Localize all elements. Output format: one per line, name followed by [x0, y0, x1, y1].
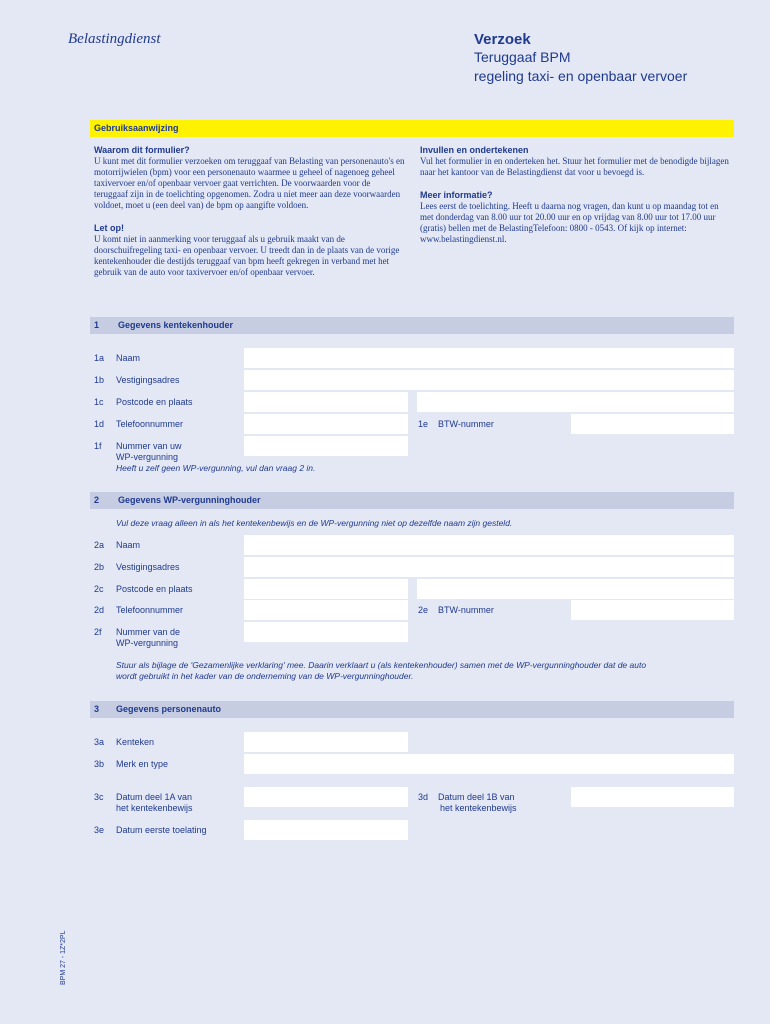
postcode-field[interactable] [244, 392, 408, 412]
name-field[interactable] [244, 348, 734, 368]
instruction-heading: Meer informatie? [420, 190, 493, 200]
instruction-text: Lees eerst de toelichting. Heeft u daarna nog vragen, dan kunt u op maandag tot en met donderdag van 8.00 uur tot 20.00 uur en op vrijdag van 8.00 uur tot 17.00 uur (gratis) bellen met de BelastingTelefoon: 0800 - 0543. Of kijk op internet: www.belastingdienst.nl. [420, 201, 719, 244]
field-code: 2f [94, 627, 102, 637]
instruction-text: Vul het formulier in en onderteken het. Stuur het formulier met de benodigde bijlagen naar het kantoor van de Belastingdienst dat voor u bevoegd is. [420, 156, 729, 177]
field-label: Nummer van uw [116, 441, 182, 451]
section-3-bar [90, 701, 734, 718]
field-label: Nummer van de [116, 627, 181, 637]
field-code: 1d [94, 419, 105, 429]
field-code: 1e [418, 419, 429, 429]
section-number: 3 [94, 704, 100, 714]
date-part-1a-field[interactable] [244, 787, 408, 807]
field-code: 1b [94, 375, 105, 385]
vat-number-field[interactable] [571, 600, 734, 620]
instruction-heading: Let op! [94, 223, 124, 233]
wp-license-field[interactable] [244, 622, 408, 642]
field-label: Telefoonnummer [116, 419, 184, 429]
instruction-text: U kunt met dit formulier verzoeken om teruggaaf van Belasting van personenauto's en motorrijwielen (bpm) voor een personenauto waarmee u geheel of nagenoeg geheel taxivervoer en/of openbaar vervoer gaat verrichten. De voorwaarden voor de teruggaaf zijn in de toelichting opgenomen. Zodra u niet meer aan deze voorwaarden voldoet, moet u (een deel van) de bpm op aangifte voldoen. [94, 156, 405, 210]
section-title: Gegevens WP-vergunninghouder [118, 495, 261, 505]
field-code: 1f [94, 441, 102, 451]
postcode-field[interactable] [244, 579, 408, 599]
form-subtitle-line2: regeling taxi- en openbaar vervoer [474, 68, 688, 84]
section-title: Gegevens kentekenhouder [118, 320, 234, 330]
section-note: Stuur als bijlage de 'Gezamenlijke verklaring' mee. Daarin verklaart u (als kentekenhouder) samen met de WP-vergunninghouder dat de auto [116, 660, 647, 670]
field-label: Naam [116, 353, 141, 363]
name-field[interactable] [244, 535, 734, 555]
first-admission-date-field[interactable] [244, 820, 408, 840]
field-code: 1c [94, 397, 104, 407]
instructions-bar-title: Gebruiksaanwijzing [94, 123, 179, 133]
section-note: wordt gebruikt in het kader van de onderneming van de WP-vergunninghouder. [116, 671, 414, 681]
phone-field[interactable] [244, 600, 408, 620]
section-number: 1 [94, 320, 100, 330]
field-code: 2d [94, 605, 105, 615]
wp-license-field[interactable] [244, 436, 408, 456]
field-code: 3d [418, 792, 429, 802]
field-code: 1a [94, 353, 105, 363]
field-label: Postcode en plaats [116, 584, 193, 594]
address-field[interactable] [244, 557, 734, 577]
field-label: Merk en type [116, 759, 169, 769]
field-label: het kentekenbewijs [440, 803, 517, 813]
field-code: 3b [94, 759, 105, 769]
instruction-heading: Waarom dit formulier? [94, 145, 190, 155]
field-label: WP-vergunning [116, 452, 179, 462]
section-2-bar [90, 492, 734, 509]
field-label: Datum eerste toelating [116, 825, 207, 835]
license-plate-field[interactable] [244, 732, 408, 752]
field-code: 2e [418, 605, 429, 615]
section-title: Gegevens personenauto [116, 704, 222, 714]
field-label: Datum deel 1A van [116, 792, 193, 802]
field-label: het kentekenbewijs [116, 803, 193, 813]
field-label: Naam [116, 540, 141, 550]
brand-name: Belastingdienst [68, 31, 161, 47]
field-code: 2a [94, 540, 105, 550]
section-number: 2 [94, 495, 100, 505]
instructions-right-column [420, 145, 730, 257]
field-label: Vestigingsadres [116, 375, 180, 385]
city-field[interactable] [417, 392, 734, 412]
date-part-1b-field[interactable] [571, 787, 734, 807]
field-label: BTW-nummer [438, 605, 494, 615]
instructions-left-column [94, 145, 406, 290]
address-field[interactable] [244, 370, 734, 390]
phone-field[interactable] [244, 414, 408, 434]
form-title: Verzoek [474, 31, 531, 48]
city-field[interactable] [417, 579, 734, 599]
field-code: 3e [94, 825, 105, 835]
field-label: BTW-nummer [438, 419, 494, 429]
section-intro: Vul deze vraag alleen in als het kentekenbewijs en de WP-vergunning niet op dezelfde naam zijn gesteld. [116, 518, 513, 528]
field-code: 3a [94, 737, 105, 747]
form-code: BPM 27 - 1Z*2PL [60, 930, 67, 985]
field-label: WP-vergunning [116, 638, 179, 648]
form-subtitle-line1: Teruggaaf BPM [474, 49, 571, 65]
field-label: Datum deel 1B van [438, 792, 515, 802]
section-note: Heeft u zelf geen WP-vergunning, vul dan vraag 2 in. [116, 463, 316, 473]
field-code: 3c [94, 792, 104, 802]
field-label: Vestigingsadres [116, 562, 180, 572]
field-label: Kenteken [116, 737, 155, 747]
field-code: 2b [94, 562, 105, 572]
field-label: Postcode en plaats [116, 397, 193, 407]
instruction-text: U komt niet in aanmerking voor teruggaaf als u gebruik maakt van de doorschuifregeling taxi- en openbaar vervoer. U treedt dan in de plaats van de vorige kentekenhouder die destijds teruggaaf van bpm heeft gekregen in verband met het gebruik van de auto voor taxivervoer en/of openbaar vervoer. [94, 234, 400, 277]
vat-number-field[interactable] [571, 414, 734, 434]
instruction-heading: Invullen en ondertekenen [420, 145, 529, 155]
title-block [474, 31, 687, 86]
field-code: 2c [94, 584, 104, 594]
field-label: Telefoonnummer [116, 605, 184, 615]
make-model-field[interactable] [244, 754, 734, 774]
instructions-bar [90, 120, 734, 137]
section-1-bar [90, 317, 734, 334]
